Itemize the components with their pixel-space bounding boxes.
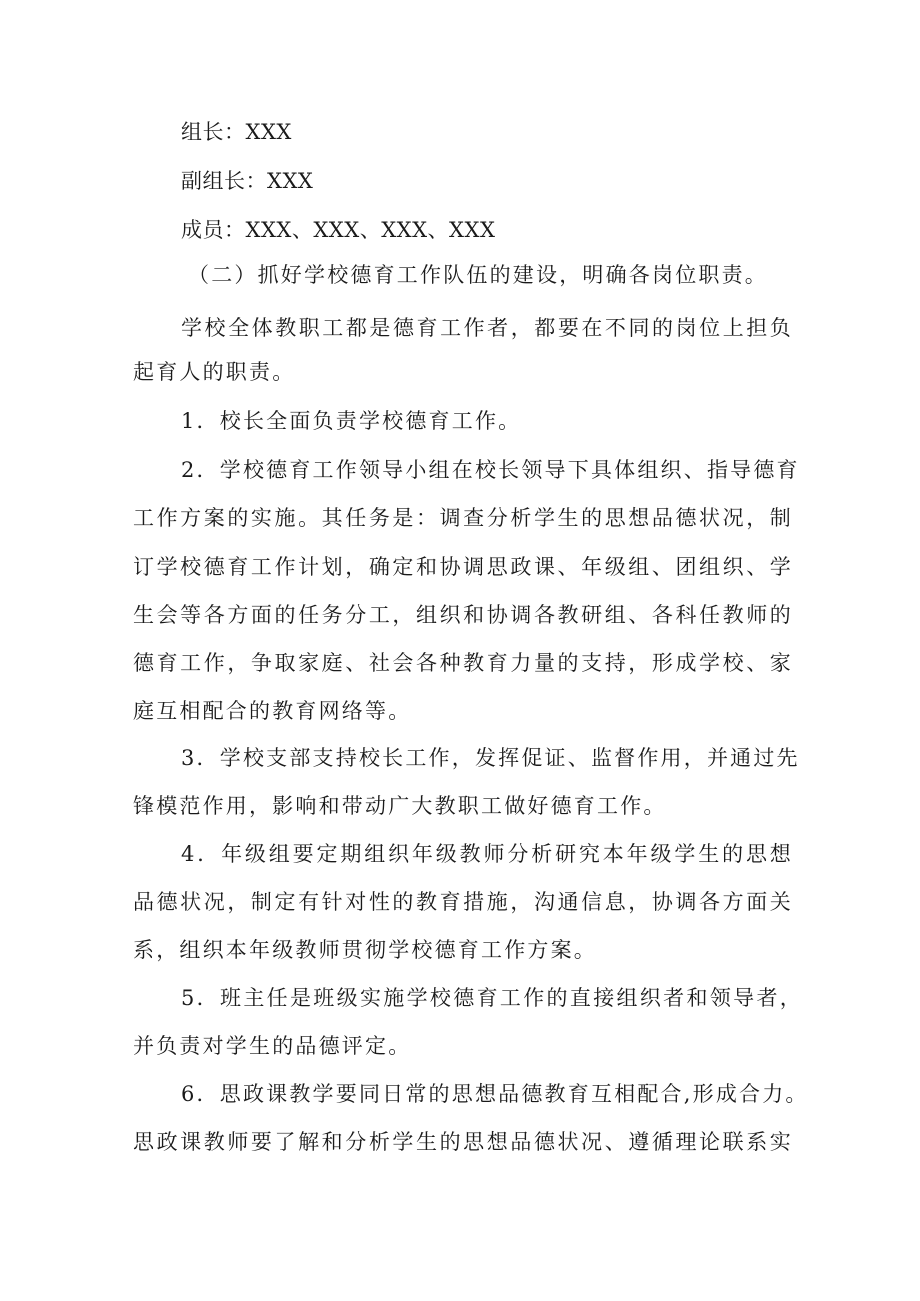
paragraph-line: 思政课教师要了解和分析学生的思想品德状况、遵循理论联系实 xyxy=(133,1130,793,1154)
paragraph-line: 2．学校德育工作领导小组在校长领导下具体组织、指导德育 xyxy=(181,458,800,482)
paragraph-line: 5．班主任是班级实施学校德育工作的直接组织者和领导者， xyxy=(181,986,803,1010)
members-line: 成员：XXX、XXX、XXX、XXX xyxy=(181,218,496,242)
paragraph-line: 品德状况，制定有针对性的教育措施，沟通信息，协调各方面关 xyxy=(133,890,793,914)
paragraph-line: 德育工作，争取家庭、社会各种教育力量的支持，形成学校、家 xyxy=(133,651,793,675)
paragraph-line: 系，组织本年级教师贯彻学校德育工作方案。 xyxy=(133,938,597,962)
paragraph-line: 3．学校支部支持校长工作，发挥促证、监督作用，并通过先 xyxy=(181,746,800,770)
paragraph-line: 4．年级组要定期组织年级教师分析研究本年级学生的思想 xyxy=(181,842,793,866)
section-heading: （二）抓好学校德育工作队伍的建设，明确各岗位职责。 xyxy=(188,263,768,287)
paragraph-line: 起育人的职责。 xyxy=(133,360,296,384)
deputy-leader-line: 副组长：XXX xyxy=(181,169,314,193)
paragraph-line: 锋模范作用，影响和带动广大教职工做好德育工作。 xyxy=(133,794,667,818)
paragraph-line: 6．思政课教学要同日常的思想品德教育互相配合,形成合力。 xyxy=(181,1082,809,1106)
leader-line: 组长：XXX xyxy=(181,120,292,144)
paragraph-line: 订学校德育工作计划，确定和协调思政课、年级组、团组织、学 xyxy=(133,555,793,579)
paragraph-line: 1．校长全面负责学校德育工作。 xyxy=(181,409,522,433)
paragraph-line: 生会等各方面的任务分工，组织和协调各教研组、各科任教师的 xyxy=(133,603,793,627)
paragraph-line: 学校全体教职工都是德育工作者，都要在不同的岗位上担负 xyxy=(181,316,793,340)
paragraph-line: 并负责对学生的品德评定。 xyxy=(133,1034,412,1058)
paragraph-line: 庭互相配合的教育网络等。 xyxy=(133,699,412,723)
paragraph-line: 工作方案的实施。其任务是：调查分析学生的思想品德状况，制 xyxy=(133,506,793,530)
